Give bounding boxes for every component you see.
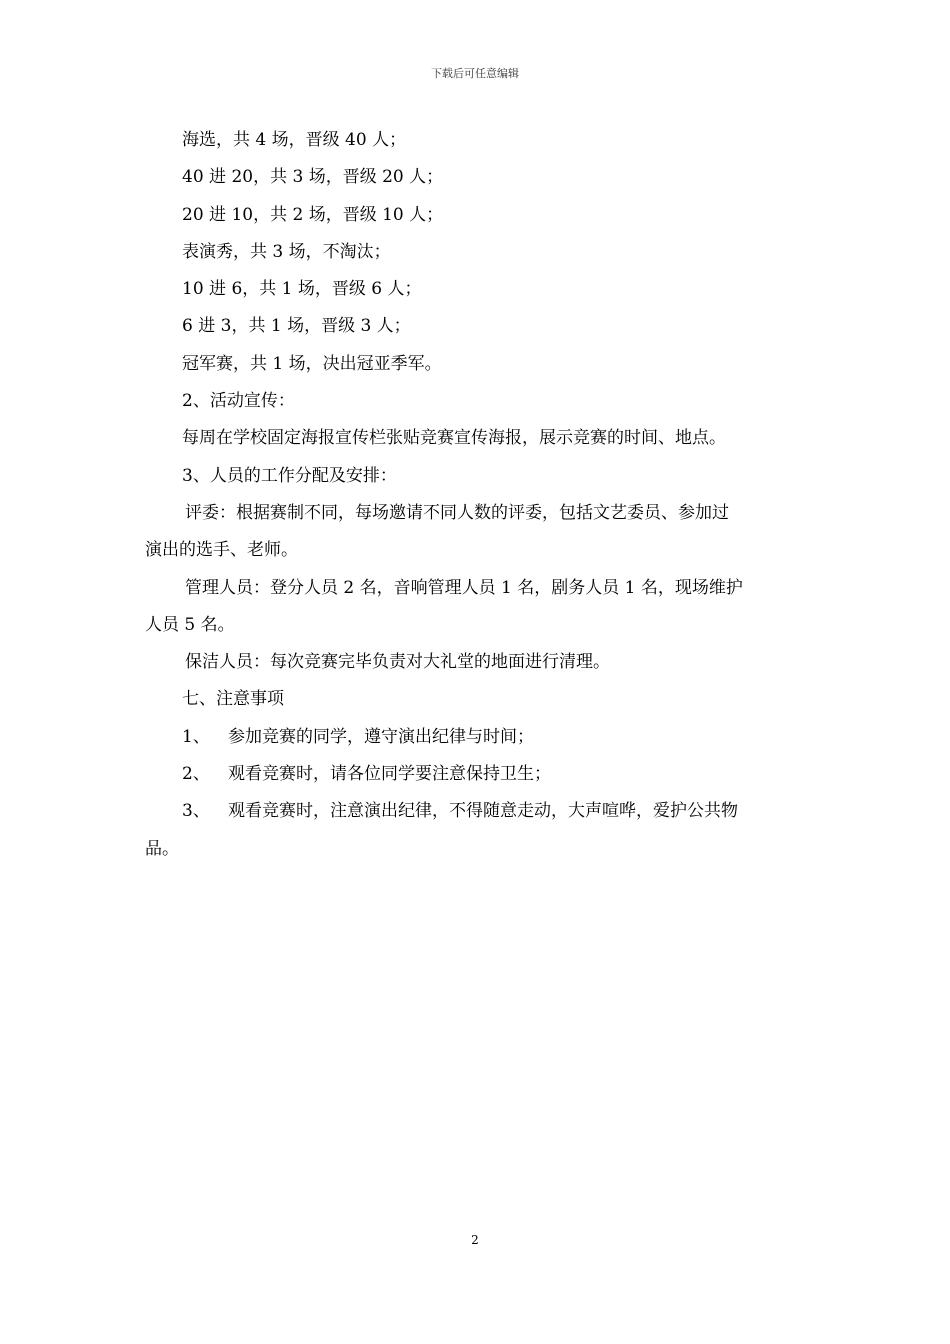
paragraph-line: 6 进 3，共 1 场，晋级 3 人； bbox=[182, 316, 411, 337]
section-heading: 3、人员的工作分配及安排： bbox=[182, 465, 397, 486]
paragraph-line: 表演秀，共 3 场，不淘汰； bbox=[182, 241, 391, 262]
note-item bbox=[145, 719, 809, 756]
note-text: 观看竞赛时，请各位同学要注意保持卫生； bbox=[228, 764, 551, 785]
section-heading: 七、注意事项 bbox=[182, 689, 284, 710]
paragraph-line: 品。 bbox=[145, 838, 179, 859]
paragraph-line: 评委：根据赛制不同，每场邀请不同人数的评委，包括文艺委员、参加过 bbox=[185, 502, 729, 523]
paragraph-line: 40 进 20，共 3 场，晋级 20 人； bbox=[182, 167, 444, 188]
document-body bbox=[145, 122, 809, 868]
paragraph-line: 人员 5 名。 bbox=[145, 614, 235, 635]
paragraph-line: 10 进 6，共 1 场，晋级 6 人； bbox=[182, 279, 422, 300]
note-text: 参加竞赛的同学，遵守演出纪律与时间； bbox=[228, 726, 534, 747]
paragraph-line: 管理人员：登分人员 2 名，音响管理人员 1 名，剧务人员 1 名，现场维护 bbox=[185, 577, 743, 598]
note-item bbox=[145, 793, 809, 868]
paragraph-line bbox=[145, 793, 809, 830]
section-heading: 2、活动宣传： bbox=[182, 391, 295, 412]
paragraph-line: 冠军赛，共 1 场，决出冠亚季军。 bbox=[182, 353, 442, 374]
judges-paragraph bbox=[145, 495, 809, 570]
note-item bbox=[145, 756, 809, 793]
paragraph-line: 保洁人员：每次竞赛完毕负责对大礼堂的地面进行清理。 bbox=[185, 652, 610, 673]
paragraph-line: 20 进 10，共 2 场，晋级 10 人； bbox=[182, 204, 444, 225]
note-text: 观看竞赛时，注意演出纪律，不得随意走动，大声喧哗，爱护公共物 bbox=[228, 801, 738, 822]
note-number: 2、 bbox=[182, 764, 210, 785]
note-number: 1、 bbox=[182, 726, 210, 747]
paragraph-line: 演出的选手、老师。 bbox=[145, 540, 298, 561]
paragraph-line: 每周在学校固定海报宣传栏张贴竞赛宣传海报，展示竞赛的时间、地点。 bbox=[182, 428, 726, 449]
page-number: 2 bbox=[471, 1233, 479, 1247]
paragraph-line: 海选，共 4 场，晋级 40 人； bbox=[182, 130, 407, 150]
management-paragraph bbox=[145, 570, 809, 645]
note-number: 3、 bbox=[182, 801, 210, 822]
page-header: 下载后可任意编辑 bbox=[431, 67, 519, 80]
